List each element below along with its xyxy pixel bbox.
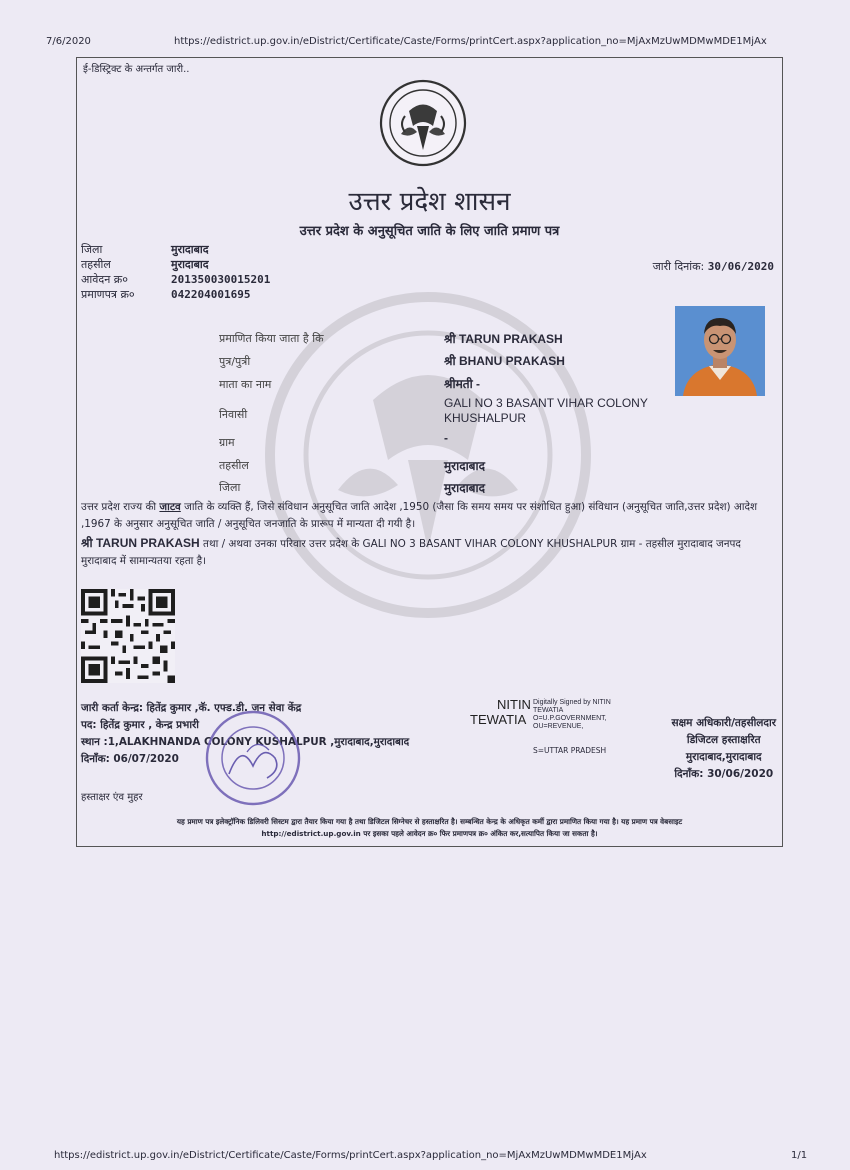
issuing-center-place: स्थान :1,ALAKHNANDA COLONY KUSHALPUR ,मुरादाबाद,मुरादाबाद bbox=[81, 736, 410, 748]
caste-statement bbox=[81, 499, 777, 533]
digital-signature bbox=[470, 698, 640, 768]
issue-date-value: 30/06/2020 bbox=[707, 260, 774, 273]
meta-value: 201350030015201 bbox=[171, 273, 271, 286]
certificate-title: उत्तर प्रदेश शासन bbox=[348, 187, 511, 217]
officer-place: मुरादाबाद,मुरादाबाद bbox=[685, 751, 762, 763]
issuing-center: जारी कर्ता केन्द्र: हितेंद्र कुमार ,कॅ. एफ्ड.डी. जन सेवा केंद्र bbox=[81, 702, 302, 714]
district-label: जिला bbox=[219, 481, 241, 494]
meta-row-application-no bbox=[81, 272, 270, 287]
mother-name: श्रीमती - bbox=[444, 377, 481, 391]
officer-signed: डिजिटल हस्ताक्षरित bbox=[686, 734, 761, 746]
officer-title: सक्षम अधिकारी/तहसीलदार bbox=[671, 717, 776, 729]
district-value: मुरादाबाद bbox=[444, 481, 486, 495]
up-government-emblem bbox=[379, 78, 467, 168]
meta-value: मुरादाबाद bbox=[171, 243, 209, 256]
digital-signer-last: TEWATIA bbox=[470, 712, 527, 727]
mother-label: माता का नाम bbox=[219, 378, 272, 391]
meta-row-certificate-no bbox=[81, 287, 270, 302]
print-footer-url: https://edistrict.up.gov.in/eDistrict/Certificate/Caste/Forms/printCert.aspx?application_no=MjAxMzUwMDMwMDE1MjAx bbox=[54, 1150, 647, 1161]
applicant-name: श्री TARUN PRAKASH bbox=[444, 332, 563, 346]
digital-signature-detail: Digitally Signed by NITIN TEWATIA O=U.P.GOVERNMENT, OU=REVENUE, bbox=[533, 699, 611, 730]
issue-date bbox=[653, 259, 774, 274]
meta-label: आवेदन क्र० bbox=[81, 273, 128, 286]
digital-signer-first: NITIN bbox=[497, 697, 531, 712]
certificate-meta bbox=[81, 242, 270, 302]
meta-label: तहसील bbox=[81, 258, 111, 271]
meta-label: प्रमाणपत्र क्र० bbox=[81, 288, 135, 301]
page-number: 1/1 bbox=[791, 1150, 808, 1161]
caste-statement-post: जाति के व्यक्ति हैं, जिसे संविधान अनुसूचित जाति आदेश ,1950 (जैसा कि समय समय पर संशोधित हुआ) संविधान (अनुसूचित जाति,उत्तर प्रदेश) आदेश ,1967 के अनुसार अनुसूचित जाति / अनुसूचित जनजाति के प्रारूप में मान्यता दी गयी है। bbox=[81, 501, 758, 530]
competent-officer-block bbox=[672, 715, 776, 783]
print-header-url: https://edistrict.up.gov.in/eDistrict/Certificate/Caste/Forms/printCert.aspx?application_no=MjAxMzUwMDMwMDE1MjAx bbox=[174, 36, 767, 47]
village-label: ग्राम bbox=[219, 436, 235, 449]
certificate-subtitle: उत्तर प्रदेश के अनुसूचित जाति के लिए जाति प्रमाण पत्र bbox=[299, 224, 560, 239]
meta-value: मुरादाबाद bbox=[171, 258, 209, 271]
residence-label: निवासी bbox=[219, 408, 248, 421]
digital-signature-state: S=UTTAR PRADESH bbox=[533, 746, 607, 755]
officer-date: दिनाँक: 30/06/2020 bbox=[674, 768, 774, 780]
issuing-center-post: पद: हितेंद्र कुमार , केन्द्र प्रभारी bbox=[81, 719, 199, 731]
certified-label: प्रमाणित किया जाता है कि bbox=[219, 332, 324, 345]
father-name: श्री BHANU PRAKASH bbox=[444, 354, 565, 368]
caste-name: जाटव bbox=[159, 501, 181, 513]
verification-qr-code bbox=[81, 589, 175, 683]
issued-under-note: ई-डिस्ट्रिक्ट के अन्तर्गत जारी.. bbox=[83, 64, 190, 75]
caste-statement-pre: उत्तर प्रदेश राज्य की bbox=[81, 501, 157, 513]
father-label: पुत्र/पुत्री bbox=[219, 355, 251, 368]
verification-footnote bbox=[77, 816, 782, 840]
issuing-center-date: दिनाँक: 06/07/2020 bbox=[81, 753, 179, 765]
certificate-frame bbox=[76, 57, 783, 847]
issue-date-label: जारी दिनांक: bbox=[652, 260, 705, 273]
print-date: 7/6/2020 bbox=[46, 36, 91, 47]
footnote-line-2: http://edistrict.up.gov.in पर इसका पहले आवेदन क्र० फिर प्रमाणपत्र क्र० अंकित कर,सत्यापित किया जा सकता है। bbox=[261, 829, 598, 838]
residence-statement-name: श्री TARUN PRAKASH bbox=[81, 536, 200, 550]
tehsil-label: तहसील bbox=[219, 459, 249, 472]
meta-label: जिला bbox=[81, 243, 103, 256]
meta-row-tehsil bbox=[81, 257, 270, 272]
residence-address: GALI NO 3 BASANT VIHAR COLONY KHUSHALPUR bbox=[444, 396, 648, 425]
residence-statement-text: तथा / अथवा उनका परिवार उत्तर प्रदेश के GALI NO 3 BASANT VIHAR COLONY KHUSHALPUR ग्राम - तहसील मुरादाबाद जनपद मुरादाबाद में सामान्यतया रहता है। bbox=[81, 538, 741, 567]
residence-statement bbox=[81, 535, 777, 570]
cyber-cafe-stamp bbox=[189, 708, 317, 808]
village-value: - bbox=[444, 431, 448, 445]
footnote-line-1: यह प्रमाण पत्र इलेक्ट्रॉनिक डिलिवरी सिस्टम द्वारा तैयार किया गया है तथा डिजिटल सिग्नेचर से हस्ताक्षरित है। सम्बन्धित केन्द्र के अधिकृत कर्मी द्वारा प्रमाणित किया गया है। यह प्रमाण पत्र वेबसाइट bbox=[176, 817, 683, 826]
meta-row-district bbox=[81, 242, 270, 257]
applicant-photo bbox=[675, 306, 765, 396]
meta-value: 042204001695 bbox=[171, 288, 251, 301]
tehsil-value: मुरादाबाद bbox=[444, 459, 486, 473]
signature-seal-label: हस्ताक्षर एंव मुहर bbox=[81, 792, 143, 803]
